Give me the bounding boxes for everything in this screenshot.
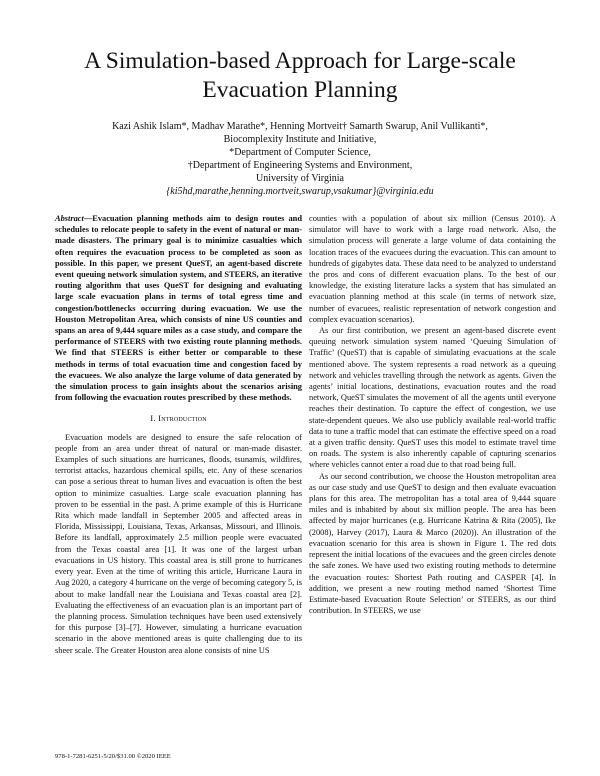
title-line-1: A Simulation-based Approach for Large-scale xyxy=(84,48,516,74)
section-number: I. xyxy=(150,413,159,424)
intro-paragraph-4: As our second contribution, we choose the Houston metropolitan area as our case study and use QueST to design and then evaluate evacuation plans for this area. The metropolitan has a total area of 9,444 square miles and is inhabited by about six million people. The area has been affected by major hurricanes (e.g. Hurricane Katrina & Rita (2005), Ike (2008), Harvey (2017), Laura & Marco (2020)). An illustration of the evacuation scenario for this area is shown in Figure 1. The red dots represent the initial locations of the evacuees and the green circles denote the safe zones. We have used two existing routing methods to determine the evacuation routes: Shortest Path routing and CASPER [4]. In addition, we present a new routing method named ‘Shortest Time Estimate-based Evacuation Route Selection’ or STEERS, as our third contribution. In STEERS, we use xyxy=(309,471,556,616)
author-emails: {ki5hd,marathe,henning.mortveit,swarup,vsakumar}@virginia.edu xyxy=(166,186,434,197)
section-heading-introduction xyxy=(55,413,302,424)
intro-paragraph-1: Evacuation models are designed to ensure the safe relocation of people from an area under threat of natural or man-made disaster. Examples of such situations are hurricanes, floods, tsunamis, wildfires, terrorist attacks, hazardous chemical spills, etc. Any of these scenarios can pose a serious threat to human lives and evacuation is often the best option to minimize casualties. Large scale evacuation planning has proven to be essential in the past. A prime example of this is Hurricane Rita which made landfall in September 2005 and affected areas in Florida, Mississippi, Louisiana, Texas, Arkansas, Missouri, and Illinois. Before its landfall, approximately 2.5 million people were evacuated from the Texas coastal area [1]. It was one of the largest urban evacuations in US history. This coastal area is still prone to hurricanes every year. Even at the time of writing this article, Hurricane Laura in Aug 2020, a category 4 hurricane on the verge of becoming category 5, is about to make landfall near the Louisiana and Texas coastal area [2]. Evaluating the effectiveness of an evacuation plan is an important part of the planning process. Simulation techniques have been used extensively for this purpose [3]–[7]. However, simulating a hurricane evacuation scenario in the above mentioned areas is quite challenging due to its sheer scale. The Greater Houston area alone consists of nine US xyxy=(55,432,302,655)
affiliation-cs: *Department of Computer Science, xyxy=(229,147,371,158)
right-column xyxy=(309,213,556,616)
paper-title xyxy=(0,47,600,105)
intro-paragraph-3: As our first contribution, we present an agent-based discrete event queuing network simulation system named ‘Queuing Simulation of Traffic’ (QueST) that is capable of simulating evacuations at the scale mentioned above. The system represents a road network as a queuing network and vehicles travelling through the network as agents. Given the agents’ initial locations, destinations, evacuation routes and the road network, QueST simulates the movement of all the agents until everyone reaches their destination. To capture the effect of congestion, we use state-dependent queues. We also use publicly available real-world traffic data to tune a traffic model that can estimate the effective speed on a road at a given traffic density. QueST uses this model to estimate travel time on roads. The system is also inherently capable of capturing scenarios where vehicles cannot enter a road due to that road being full. xyxy=(309,326,556,470)
abstract-lead: Abstract xyxy=(55,214,84,223)
copyright-footer: 978-1-7281-6251-5/20/$31.00 ©2020 IEEE xyxy=(55,753,171,760)
abstract xyxy=(55,213,302,403)
author-names: Kazi Ashik Islam*, Madhav Marathe*, Henning Mortveit† Samarth Swarup, Anil Vullikanti*, xyxy=(112,121,488,132)
intro-paragraph-2: counties with a population of about six million (Census 2010). A simulator will have to work with a large road network. Also, the simulation process will generate a large volume of data containing the location traces of the evacuees during the evacuation. This can amount to hundreds of gigabytes data. These data need to be analyzed to understand the pros and cons of different evacuation plans. To the best of our knowledge, the existing literature lacks a system that has simulated an evacuation planning method at this scale (in terms of network size, number of evacuees, realistic representation of network congestion and complex evacuation scenarios). xyxy=(309,214,556,324)
author-block xyxy=(0,120,600,198)
title-line-2: Evacuation Planning xyxy=(202,77,398,103)
abstract-text: —Evacuation planning methods aim to design routes and schedules to relocate people to safety in the event of natural or man-made disasters. The primary goal is to minimize casualties which often requires the evacuation process to be completed as soon as possible. In this paper, we present QueST, an agent-based discrete event queuing network simulation system, and STEERS, an iterative routing algorithm that uses QueST for designing and evaluating large scale evacuation plans in terms of total egress time and congestion/bottlenecks occurring during evacuation. We use the Houston Metropolitan Area, which consists of nine US counties and spans an area of 9,444 square miles as a case study, and compare the performance of STEERS with two existing route planning methods. We find that STEERS is either better or comparable to these methods in terms of total evacuation time and congestion faced by the evacuees. We also analyze the large volume of data generated by the simulation process to gain insights about the scenarios arising from following the evacuation routes prescribed by these methods. xyxy=(55,214,302,403)
left-column xyxy=(55,213,302,656)
affiliation-engineering: †Department of Engineering Systems and Environment, xyxy=(187,160,413,171)
affiliation-institute: Biocomplexity Institute and Initiative, xyxy=(223,134,377,145)
section-title: Introduction xyxy=(158,413,207,424)
affiliation-university: University of Virginia xyxy=(256,173,344,184)
